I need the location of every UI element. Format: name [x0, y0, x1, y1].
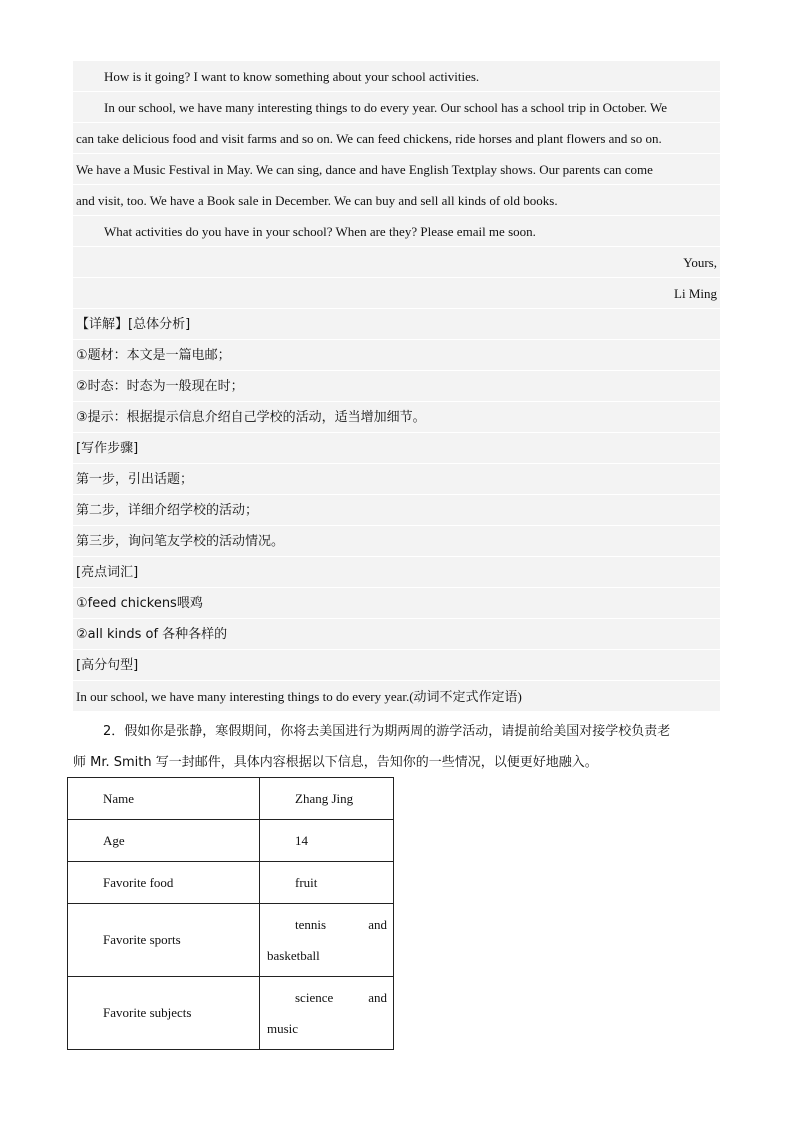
info-table	[67, 777, 394, 1050]
question-line-1: 2．假如你是张静，寒假期间，你将去美国进行为期两周的游学活动，请提前给美国对接学校负责老	[103, 724, 671, 739]
email-line-1: How is it going? I want to know something about your school activities.	[73, 61, 720, 92]
table-row	[68, 862, 394, 904]
row-value-part: and	[368, 990, 387, 1005]
email-passage	[73, 61, 720, 712]
row-value-part: basketball	[267, 948, 320, 963]
email-line-6: What activities do you have in your school? When are they? Please email me soon.	[73, 216, 720, 247]
vocab-item-2: ②all kinds of 各种各样的	[73, 619, 720, 650]
table-row	[68, 820, 394, 862]
email-closing: Yours,	[73, 247, 720, 278]
email-line-3: can take delicious food and visit farms and so on. We can feed chickens, ride horses and plant flowers and so on.	[73, 123, 720, 154]
email-line-5: and visit, too. We have a Book sale in December. We can buy and sell all kinds of old books.	[73, 185, 720, 216]
row-value-part: tennis	[295, 917, 327, 932]
analysis-item-1: ①题材：本文是一篇电邮；	[73, 340, 720, 371]
step-3: 第三步，询问笔友学校的活动情况。	[73, 526, 720, 557]
row-label: Favorite subjects	[68, 977, 260, 1050]
row-value: 14	[295, 832, 308, 848]
row-label: Name	[68, 778, 260, 820]
row-value-part: music	[267, 1021, 299, 1036]
step-2: 第二步，详细介绍学校的活动；	[73, 495, 720, 526]
table-row	[68, 778, 394, 820]
row-value-part: science	[295, 990, 334, 1005]
sentence-example: In our school, we have many interesting things to do every year.(动词不定式作定语)	[73, 681, 720, 712]
email-line-2: In our school, we have many interesting things to do every year. Our school has a school trip in October. We	[73, 92, 720, 123]
analysis-item-3: ③提示：根据提示信息介绍自己学校的活动，适当增加细节。	[73, 402, 720, 433]
row-value-part: and	[368, 917, 387, 932]
row-value: fruit	[295, 874, 318, 890]
analysis-heading: 【详解】[总体分析]	[73, 309, 720, 340]
row-label: Favorite food	[68, 862, 260, 904]
vocab-item-1: ①feed chickens喂鸡	[73, 588, 720, 619]
row-label: Age	[68, 820, 260, 862]
row-label: Favorite sports	[68, 904, 260, 977]
sentence-heading: [高分句型]	[73, 650, 720, 681]
email-line-4: We have a Music Festival in May. We can sing, dance and have English Textplay shows. Our parents can come	[73, 154, 720, 185]
table-row	[68, 904, 394, 977]
vocab-heading: [亮点词汇]	[73, 557, 720, 588]
question-line-2: 师 Mr. Smith 写一封邮件，具体内容根据以下信息，告知你的一些情况，以便更好地融入。	[73, 755, 598, 770]
steps-heading: [写作步骤]	[73, 433, 720, 464]
step-1: 第一步，引出话题；	[73, 464, 720, 495]
analysis-item-2: ②时态：时态为一般现在时；	[73, 371, 720, 402]
table-row	[68, 977, 394, 1050]
row-value: Zhang Jing	[295, 790, 354, 806]
email-signature: Li Ming	[73, 278, 720, 309]
